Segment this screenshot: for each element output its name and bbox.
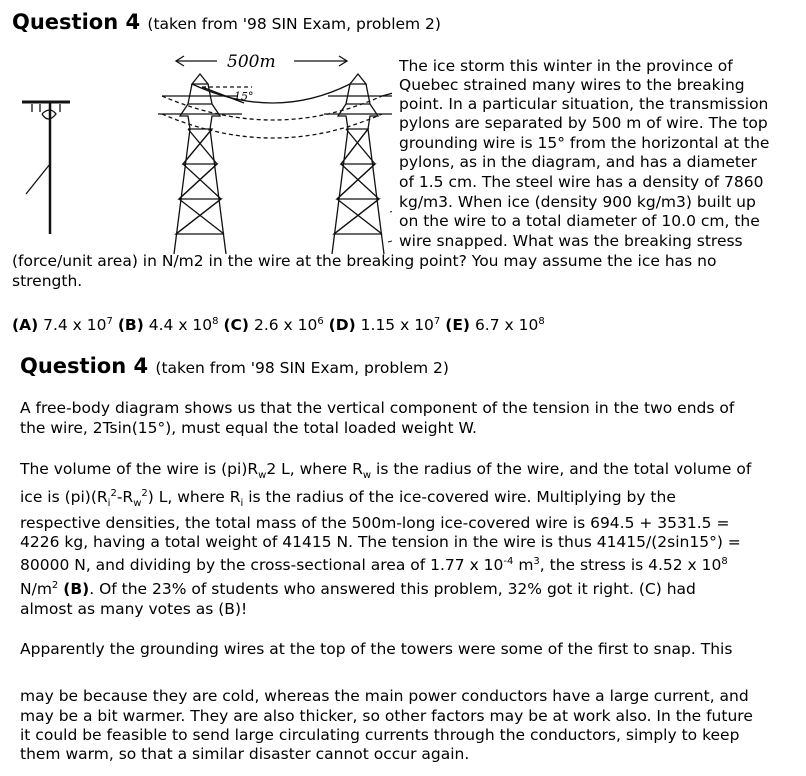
- problem-line: kg/m3. When ice (density 900 kg/m3) built up: [399, 193, 756, 211]
- answer-line: Apparently the grounding wires at the top of the towers were some of the first to snap. This: [20, 640, 733, 658]
- angle-label: 15°: [234, 90, 254, 103]
- choice-e-exponent: 8: [538, 315, 545, 327]
- pylon-left: [158, 74, 242, 254]
- choice-b-label: (B): [117, 316, 144, 334]
- problem-line: pylons, as in the diagram, and has a diameter: [399, 153, 757, 171]
- grounding-wire: [192, 84, 350, 103]
- choice-c-exponent: 6: [317, 315, 324, 327]
- problem-line: wire snapped. What was the breaking stress: [399, 232, 743, 250]
- choice-c-label: (C): [223, 316, 250, 334]
- choice-a-value: 7.4 x 10: [43, 316, 107, 334]
- question-title-text: Question 4: [12, 10, 141, 34]
- conductor-wire-2: [162, 114, 382, 138]
- answer-line: $N/m^2$ (B). Of the 23% of students who answered this problem, 32% got it right. (C) had: [20, 579, 696, 598]
- choice-d-value: 1.15 x 10: [360, 316, 434, 334]
- answer-line: them warm, so that a similar disaster cannot occur again.: [20, 745, 470, 763]
- choice-e-value: 6.7 x 10: [474, 316, 539, 334]
- distance-label: 500m: [227, 52, 276, 72]
- answer-line: almost as many votes as (B)!: [20, 600, 248, 618]
- answer-title: [20, 354, 449, 378]
- wooden-pole: [22, 102, 70, 234]
- answer-line: it could be feasible to send large circulating currents through the conductors, simply to keep: [20, 726, 740, 744]
- choice-c-value: 2.6 x 10: [253, 316, 318, 334]
- problem-line: grounding wire is 15° from the horizontal at the: [399, 134, 770, 152]
- choice-d-label: (D): [328, 316, 356, 334]
- answer-line: 80000 N, and dividing by the cross-sectional area of 1.77 x $10^{-4}$ $m^3$, the stress is 4.52 x $10^8$: [20, 555, 728, 574]
- choice-a-label: (A): [12, 316, 39, 334]
- question-title: [12, 10, 441, 34]
- answer-line: respective densities, the total mass of the 500m-long ice-covered wire is 694.5 + 3531.5 =: [20, 514, 730, 532]
- choice-b-exponent: 8: [212, 315, 219, 327]
- problem-line: Quebec strained many wires to the breaking: [399, 76, 745, 94]
- problem-line: of 1.5 cm. The steel wire has a density of 7860: [399, 173, 764, 191]
- answer-line: ice is $(pi)(R_i^2-R_w^2)$ L, where $R_i$ is the radius of the ice-covered wire. Multiplying by the: [20, 487, 676, 510]
- answer-line: may be because they are cold, whereas the main power conductors have a large current, and: [20, 687, 749, 705]
- question-source: (taken from '98 SIN Exam, problem 2): [147, 15, 441, 33]
- answer-line: 4226 kg, having a total weight of 41415 N. The tension in the wire is thus 41415/(2sin15°) =: [20, 533, 741, 551]
- choice-a-exponent: 7: [106, 315, 113, 327]
- problem-line: point. In a particular situation, the transmission: [399, 95, 769, 113]
- answer-line: may be a bit warmer. They are also thicker, so other factors may be at work also. In the future: [20, 707, 753, 725]
- choice-b-value: 4.4 x 10: [148, 316, 213, 334]
- problem-line: pylons are separated by 500 m of wire. The top: [399, 114, 768, 132]
- problem-line: on the wire to a total diameter of 10.0 cm, the: [399, 212, 760, 230]
- answer-choices: [12, 315, 545, 335]
- pylon-diagram: [12, 44, 392, 256]
- choice-e-label: (E): [445, 316, 470, 334]
- choice-d-exponent: 7: [433, 315, 441, 327]
- answer-line: the wire, 2Tsin(15°), must equal the total loaded weight W.: [20, 419, 477, 437]
- pylon-right: [324, 74, 392, 254]
- problem-line: strength.: [12, 272, 83, 290]
- answer-source: (taken from '98 SIN Exam, problem 2): [155, 359, 449, 377]
- answer-title-text: Question 4: [20, 354, 149, 378]
- problem-line: (force/unit area) in N/m2 in the wire at the breaking point? You may assume the ice has no: [12, 252, 717, 270]
- answer-line: A free-body diagram shows us that the vertical component of the tension in the two ends of: [20, 399, 735, 417]
- problem-line: The ice storm this winter in the province of: [399, 57, 733, 75]
- answer-line: The volume of the wire is $(pi)R_w2$ L, where $R_w$ is the radius of the wire, and the total volume of: [20, 460, 752, 482]
- conductor-wire-1: [162, 96, 382, 120]
